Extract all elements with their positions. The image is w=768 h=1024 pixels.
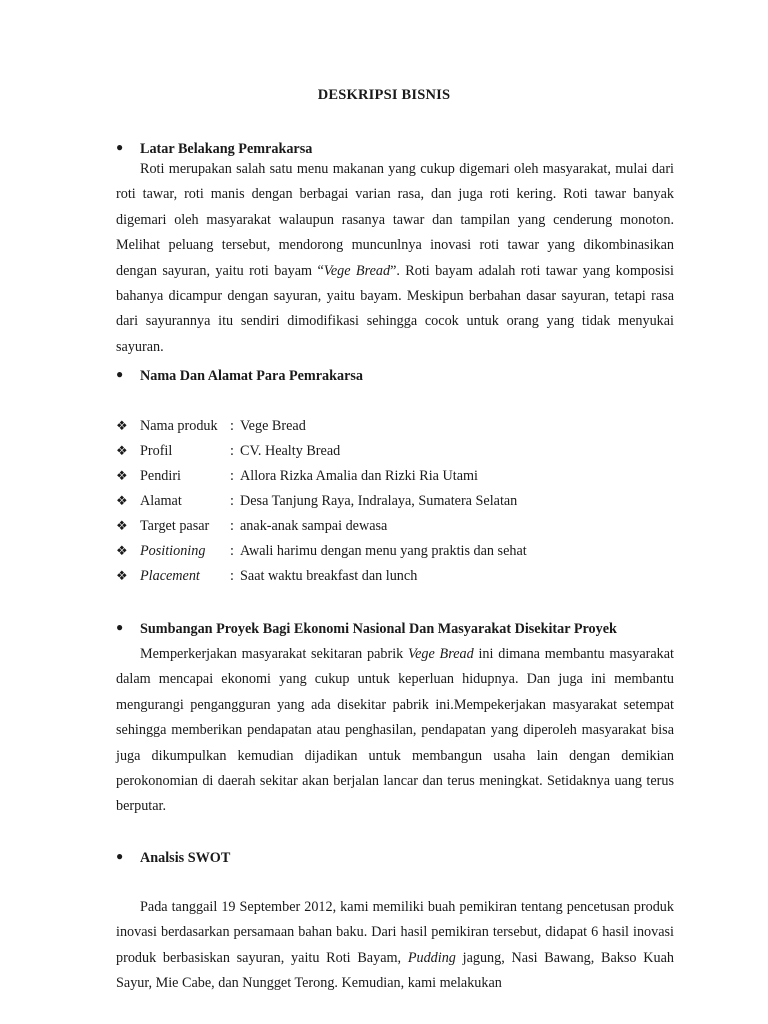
bullet-icon: ● (116, 620, 124, 634)
list-item-value: Allora Rizka Amalia dan Rizki Ria Utami (240, 468, 478, 484)
paragraph-text: Roti merupakan salah satu menu makanan yang cukup digemari oleh masyarakat, mulai dari roti tawar, roti manis dengan berbagai varian rasa, dan juga roti kering. Roti tawar banyak digemari oleh masyarakat walaupun rasanya tawar dan tampilan yang cenderung monoton. Melihat peluang tersebut, mendorong muncunlnya inovasi roti tawar yang dikombinasikan dengan sayuran, yaitu roti bayam “ (116, 161, 674, 279)
list-item-separator: : (230, 493, 234, 509)
product-name-italic: Vege Bread (408, 646, 474, 662)
document-title: DESKRIPSI BISNIS (317, 87, 451, 103)
list-item-label: Target pasar (140, 518, 210, 534)
heading-text: Nama Dan Alamat Para Pemrakarsa (140, 368, 364, 384)
list-item-value: Saat waktu breakfast dan lunch (240, 568, 418, 584)
bullet-icon: ● (116, 849, 124, 863)
list-item-label: Nama produk (140, 418, 218, 434)
list-item-value: anak-anak sampai dewasa (240, 518, 388, 534)
list-item-separator: : (230, 418, 234, 434)
italic-term: Pudding (407, 949, 456, 966)
list-item-value: Vege Bread (240, 418, 306, 434)
list-item-separator: : (230, 543, 234, 559)
bullet-icon: ● (116, 367, 124, 381)
paragraph-text: ”. Roti bayam adalah roti tawar yang komposisi bahanya dicampur dengan sayuran, yaitu bayam. Meskipun berbahan dasar sayuran, tetapi rasa dari sayurannya itu sendiri dimodifikasi sehingga cocok untuk orang yang tidak menyukai sayuran. (116, 262, 674, 355)
list-item-separator: : (230, 568, 234, 584)
list-item-value: CV. Healty Bread (240, 443, 341, 459)
paragraph-text: jagung, Nasi Bawang, Bakso Kuah Sayur, Mie Cabe, dan Nungget Terong. Kemudian, kami melakukan (116, 949, 674, 992)
paragraph-latar-belakang (116, 157, 674, 360)
diamond-bullet-icon: ❖ (116, 468, 128, 483)
list-item-label: Profil (140, 443, 173, 459)
list-item-label: Positioning (140, 543, 206, 559)
list-item-separator: : (230, 468, 234, 484)
diamond-bullet-icon: ❖ (116, 443, 128, 458)
paragraph-sumbangan-proyek (116, 642, 674, 820)
diamond-bullet-icon: ❖ (116, 493, 128, 508)
bullet-icon: ● (116, 140, 124, 154)
diamond-bullet-icon: ❖ (116, 418, 128, 433)
paragraph-text: ini dimana membantu masyarakat dalam mencapai ekonomi yang cukup untuk keperluan hidupnya. Dan juga ini membantu mengurangi pengangguran yang ada disekitar pabrik ini.Mempekerjakan masyarakat setempat sehingga memberikan pendapatan atau penghasilan, pendapatan yang diperoleh masyarakat bisa juga dikumpulkan kemudian dijadikan untuk membangun usaha lain dengan demikian perokonomian di daerah sekitar akan berjalan lancar dan terus meningkat. Setidaknya uang terus berputar. (116, 646, 674, 815)
diamond-bullet-icon: ❖ (116, 518, 128, 533)
list-item-label: Pendiri (140, 468, 181, 484)
paragraph-analisis-swot (116, 895, 674, 997)
heading-text: Sumbangan Proyek Bagi Ekonomi Nasional Dan Masyarakat Disekitar Proyek (140, 621, 617, 637)
heading-text: Analsis SWOT (140, 850, 231, 866)
list-item-value: Desa Tanjung Raya, Indralaya, Sumatera Selatan (240, 493, 518, 509)
list-item-label: Alamat (140, 493, 182, 509)
diamond-bullet-icon: ❖ (116, 543, 128, 558)
paragraph-text: Memperkerjakan masyarakat sekitaran pabrik (140, 646, 409, 662)
paragraph-text: Pada tanggail 19 September 2012, kami memiliki buah pemikiran tentang pencetusan produk inovasi berdasarkan persamaan bahan baku. Dari hasil pemikiran tersebut, didapat 6 hasil inovasi produk berbasiskan sayuran, yaitu Roti Bayam, (116, 899, 674, 966)
diamond-bullet-icon: ❖ (116, 568, 128, 583)
list-item-label: Placement (140, 568, 200, 584)
product-name-italic: Vege Bread (323, 262, 391, 279)
list-item-separator: : (230, 518, 234, 534)
heading-text: Latar Belakang Pemrakarsa (140, 141, 313, 157)
list-item-value: Awali harimu dengan menu yang praktis dan sehat (240, 543, 527, 559)
list-item-separator: : (230, 443, 234, 459)
